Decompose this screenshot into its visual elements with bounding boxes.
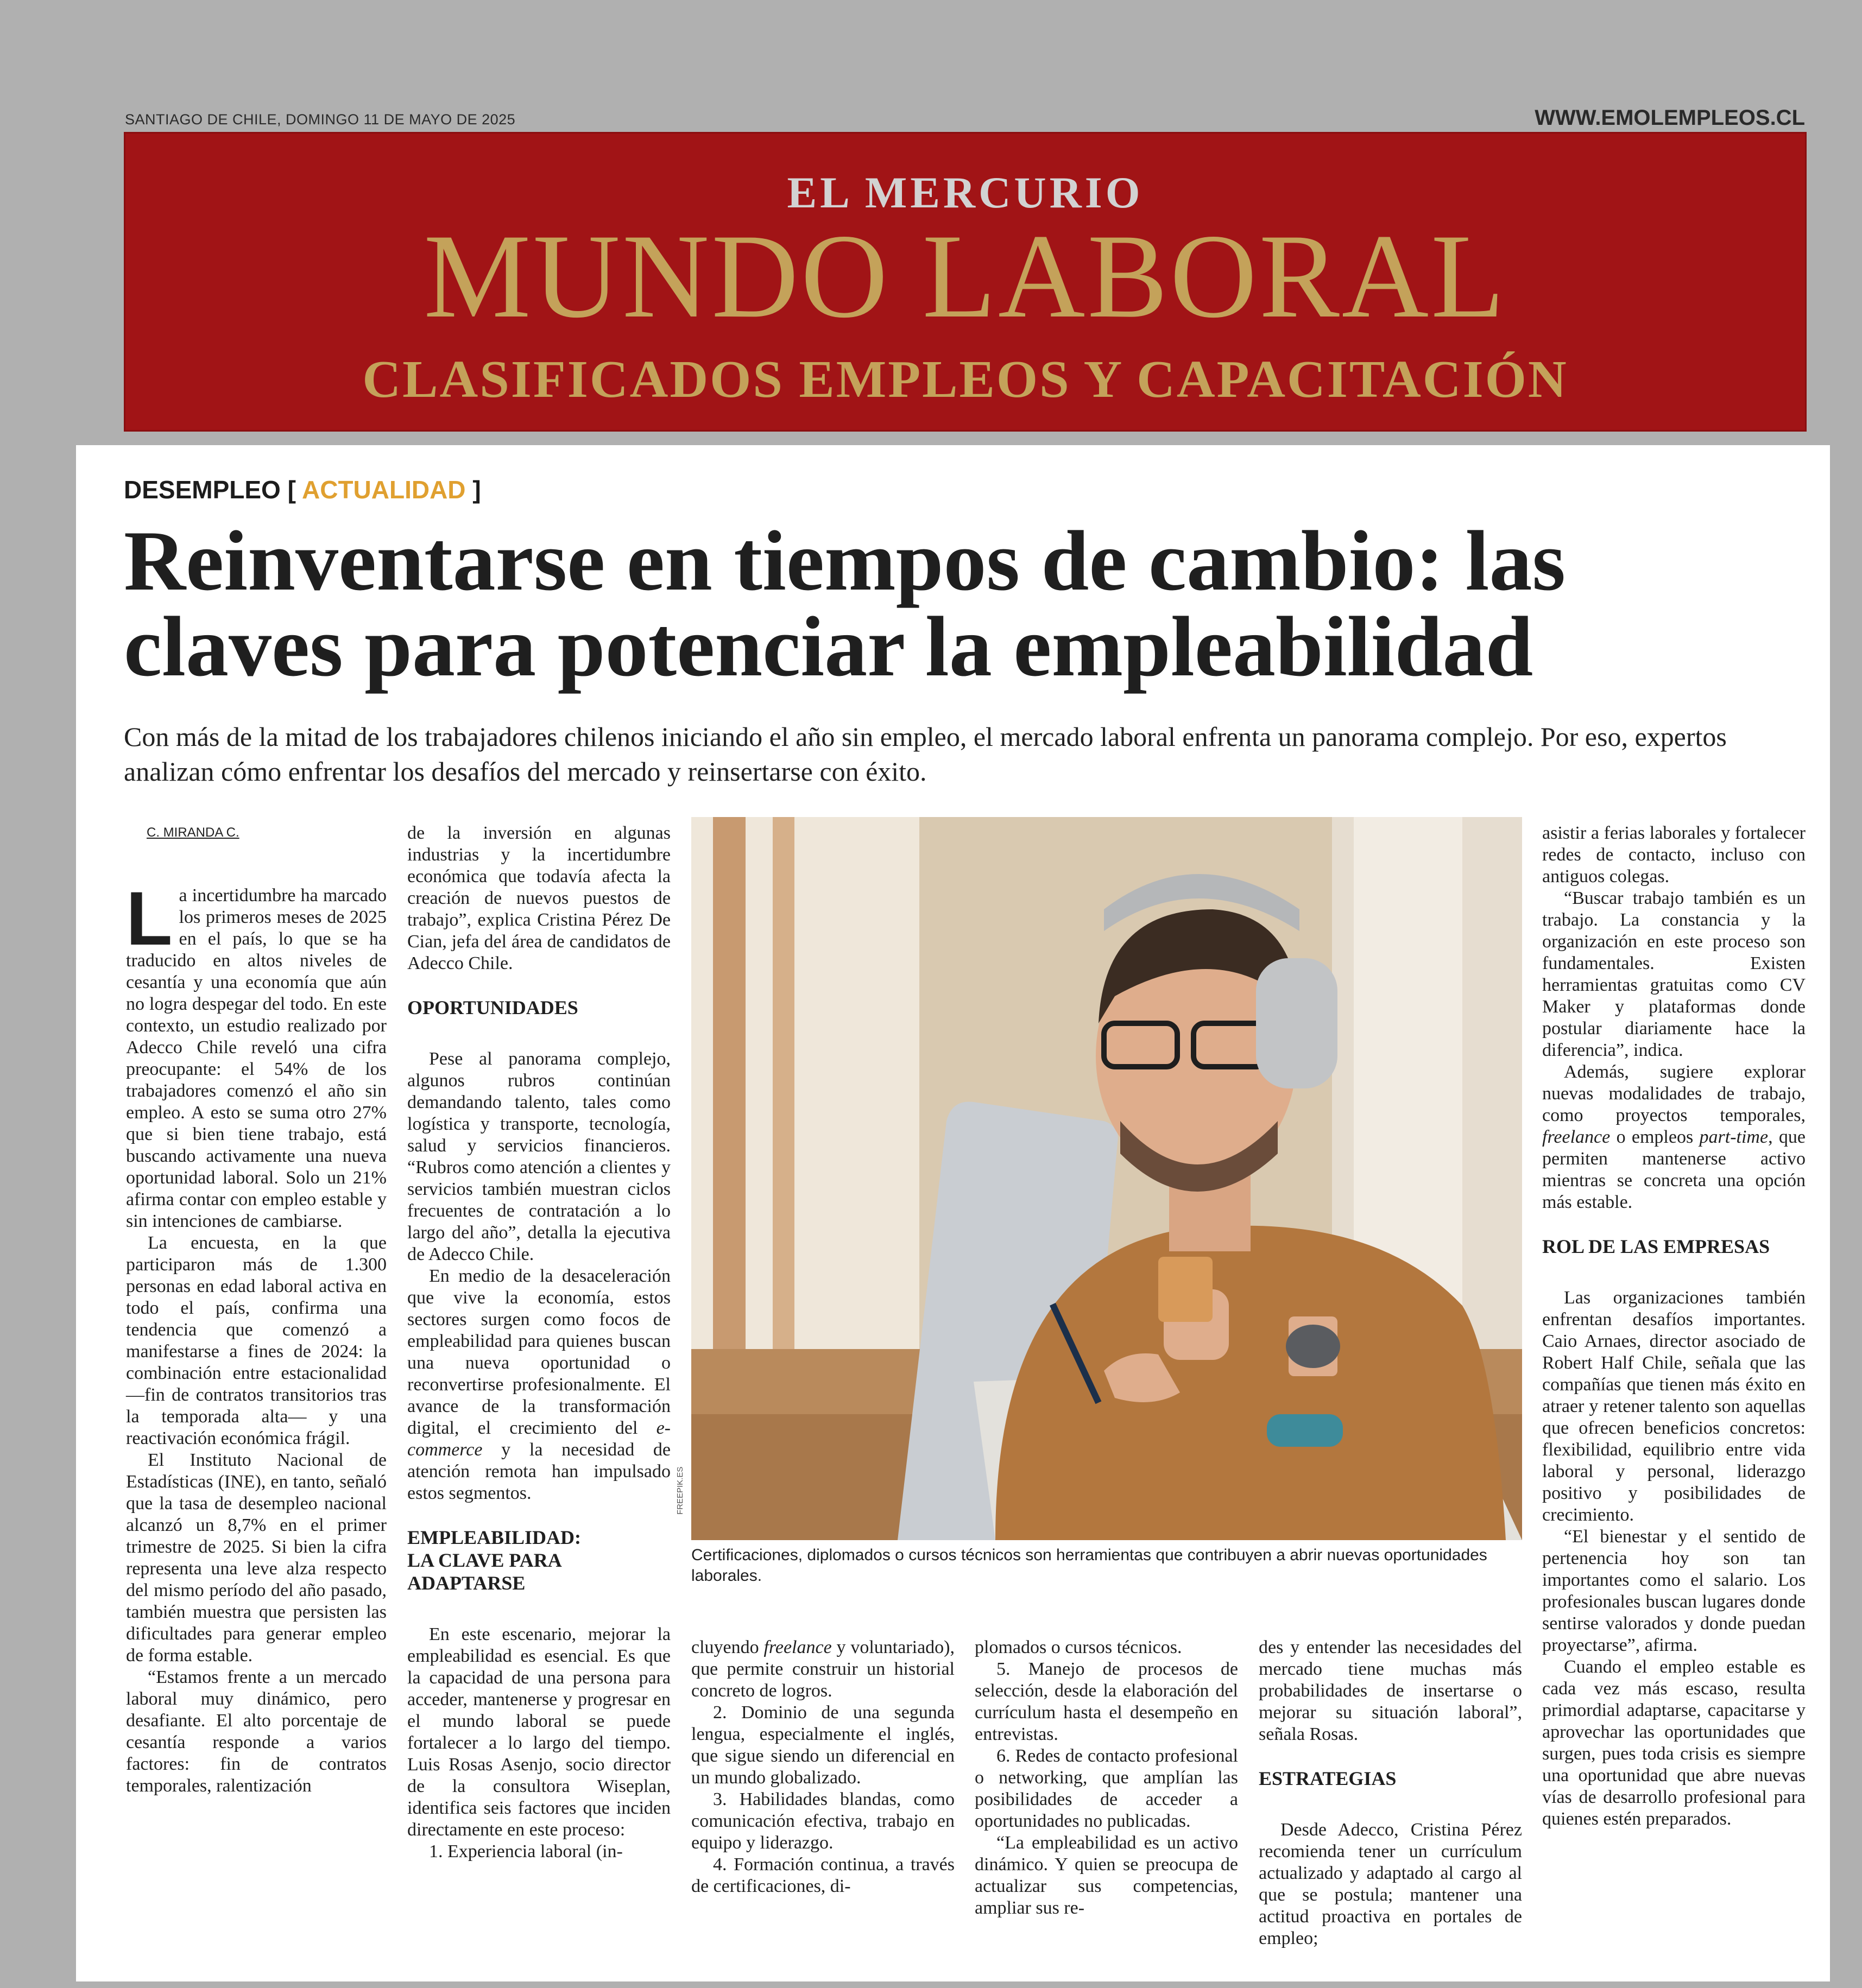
photo-caption: Certificaciones, diplomados o cursos técnicos son herramientas que contribuyen a abrir nuevas oportunidades laborales. bbox=[691, 1546, 1487, 1585]
paragraph: des y entender las necesidades del mercado tiene muchas más probabilidades de insertarse o mejorar su situación laboral”, señala Rosas. bbox=[1259, 1637, 1522, 1744]
article-photo bbox=[691, 817, 1522, 1540]
subhead-line: EMPLEABILIDAD: bbox=[407, 1527, 582, 1548]
article-headline: Reinventarse en tiempos de cambio: las claves para potenciar la empleabilidad bbox=[124, 514, 1566, 694]
paragraph: Cuando el empleo estable es cada vez más escaso, resulta primordial adaptarse, capacitarse y aprovechar las oportunidades que surgen, pues toda crisis es siempre una oportunidad que abre nuevas vías de desarrollo profesional para quienes estén preparados. bbox=[1542, 1657, 1806, 1829]
paragraph: 4. Formación continua, a través de certificaciones, di- bbox=[691, 1854, 955, 1896]
article-dek: Con más de la mitad de los trabajadores chilenos iniciando el año sin empleo, el mercado laboral enfrenta un panorama complejo. Por eso, expertos analizan cómo enfrentar los desafíos del mercado y reinsertarse con éxito. bbox=[124, 721, 1727, 787]
masthead-subtitle: CLASIFICADOS EMPLEOS Y CAPACITACIÓN bbox=[362, 350, 1568, 409]
paragraph: Desde Adecco, Cristina Pérez recomienda tener un currículum actualizado y adaptado al cargo al que se postula; mantener una actitud proactiva en portales de empleo; bbox=[1259, 1820, 1522, 1948]
paragraph bbox=[407, 1265, 671, 1504]
subhead-estrategias: ESTRATEGIAS bbox=[1259, 1768, 1397, 1789]
paragraph-text: cluyendo bbox=[691, 1637, 764, 1657]
paragraph: 3. Habilidades blandas, como comunicación efectiva, trabajo en equipo y liderazgo. bbox=[691, 1789, 955, 1853]
paragraph-text: Además, sugiere explorar nuevas modalidades de trabajo, como proyectos temporales, bbox=[1542, 1062, 1806, 1125]
website-link[interactable]: WWW.EMOLEMPLEOS.CL bbox=[1535, 106, 1805, 130]
paragraph bbox=[691, 1637, 955, 1702]
text-column-6 bbox=[1542, 822, 1806, 1830]
bracket-open: [ bbox=[287, 476, 296, 504]
paragraph: “Estamos frente a un mercado laboral muy dinámico, pero desafiante. El alto porcentaje de cesantía responde a varios factores: fin de contratos temporales, ralentización bbox=[126, 1667, 387, 1796]
section-label bbox=[124, 475, 481, 504]
paragraph: La encuesta, en la que participaron más de 1.300 personas en edad laboral activa en todo el país, confirma una tendencia que comenzó a manifestarse a fines de 2024: la combinación entre estacionalidad —fin de contratos transitorios tras la temporada alta— y una reactivación económica frágil. bbox=[126, 1233, 387, 1448]
text-column-2 bbox=[407, 822, 671, 1863]
text-column-4 bbox=[975, 1637, 1238, 1919]
text-column-5 bbox=[1259, 1637, 1522, 1949]
paragraph-text: y voluntariado), que permite construir un historial concreto de logros. bbox=[691, 1637, 955, 1701]
subhead-line: LA CLAVE PARA bbox=[407, 1549, 562, 1571]
bracket-close: ] bbox=[472, 476, 481, 504]
paragraph: plomados o cursos técnicos. bbox=[975, 1637, 1182, 1657]
masthead-title: MUNDO LABORAL bbox=[424, 210, 1507, 343]
paragraph: de la inversión en algunas industrias y la incertidumbre económica que todavía afecta la creación de nuevos puestos de trabajo”, explica Cristina Pérez De Cian, jefa del área de candidatos de Adecco Chile. bbox=[407, 823, 671, 973]
paragraph: 6. Redes de contacto profesional o networking, que amplían las posibilidades de acceder a oportunidades no publicadas. bbox=[975, 1746, 1238, 1831]
paragraph-text: y la necesidad de atención remota han impulsado estos segmentos. bbox=[407, 1440, 671, 1503]
paragraph: “La empleabilidad es un activo dinámico. Y quien se preocupa de actualizar sus competencias, ampliar sus re- bbox=[975, 1833, 1238, 1918]
section-tag: ACTUALIDAD bbox=[302, 476, 466, 504]
paragraph: El Instituto Nacional de Estadísticas (INE), en tanto, señaló que la tasa de desempleo nacional alcanzó un 8,7% en el primer trimestre de 2025. Si bien la cifra representa una leve alza respecto del mismo período del año pasado, también muestra que persisten las dificultades para generar empleo de forma estable. bbox=[126, 1450, 387, 1666]
paragraph: asistir a ferias laborales y fortalecer redes de contacto, incluso con antiguos colegas. bbox=[1542, 823, 1806, 887]
photo-credit: FREEPIK.ES bbox=[676, 1466, 685, 1515]
masthead bbox=[124, 132, 1807, 432]
paragraph: Pese al panorama complejo, algunos rubros continúan demandando talento, tales como logística y transporte, tecnología, salud y servicios financieros. “Rubros como atención a clientes y servicios también muestran ciclos frecuentes de contratación a lo largo del año”, detalla la ejecutiva de Adecco Chile. bbox=[407, 1049, 671, 1264]
text-column-1 bbox=[126, 876, 387, 1797]
subhead-empleabilidad bbox=[407, 1526, 671, 1594]
paragraph-text: En medio de la desaceleración que vive la economía, estos sectores surgen como focos de empleabilidad para quienes buscan una nueva oportunidad o reconvertirse profesionalmente. El avance de la transformación digital, el crecimiento del bbox=[407, 1266, 671, 1438]
drop-cap: L bbox=[126, 876, 173, 961]
paragraph-text: a incertidumbre ha marcado los primeros meses de 2025 en el país, lo que se ha traducido en altos niveles de cesantía y una economía que aún no logra despegar del todo. En este contexto, un estudio realizado por Adecco Chile reveló una cifra preocupante: el 54% de los trabajadores comenzó el año sin empleo. A esto se suma otro 27% que si bien tiene trabajo, está buscando activamente una nueva oportunidad laboral. Solo un 21% afirma contar con empleo estable y sin intenciones de cambiarse. bbox=[126, 885, 387, 1231]
paragraph: Las organizaciones también enfrentan desafíos importantes. Caio Arnaes, director asociado de Robert Half Chile, señala que las compañías que tienen más éxito en atraer y retener talento son aquellas que ofrecen beneficios concretos: flexibilidad, equilibrio entre vida laboral y personal, liderazgo positivo y posibilidades de crecimiento. bbox=[1542, 1288, 1806, 1525]
paragraph bbox=[126, 876, 387, 1232]
masthead-publisher: EL MERCURIO bbox=[787, 168, 1144, 217]
text-column-3 bbox=[691, 1637, 955, 1897]
subhead-oportunidades: OPORTUNIDADES bbox=[407, 997, 578, 1018]
emphasis: e-commerce bbox=[407, 1418, 671, 1460]
emphasis: freelance bbox=[1542, 1127, 1611, 1147]
emphasis: part-time bbox=[1699, 1127, 1769, 1147]
paragraph-text: o empleos bbox=[1610, 1127, 1700, 1147]
paragraph: 5. Manejo de procesos de selección, desde la elaboración del currículum hasta el desempeño en entrevistas. bbox=[975, 1659, 1238, 1744]
photo-illustration bbox=[691, 817, 1522, 1540]
paragraph: “El bienestar y el sentido de pertenencia hoy son tan importantes como el salario. Los profesionales buscan lugares donde sentirse valorados y donde puedan proyectarse”, afirma. bbox=[1542, 1527, 1806, 1655]
section-name: DESEMPLEO bbox=[124, 476, 281, 504]
paragraph: En este escenario, mejorar la empleabilidad es esencial. Es que la capacidad de una persona para acceder, mantenerse y progresar en el mundo laboral se puede fortalecer a lo largo del tiempo. Luis Rosas Asenjo, socio director de la consultora Wiseplan, identifica seis factores que inciden directamente en este proceso: bbox=[407, 1624, 671, 1840]
byline: C. MIRANDA C. bbox=[147, 825, 239, 840]
paragraph: 2. Dominio de una segunda lengua, especialmente el inglés, que sigue siendo un diferencial en un mundo globalizado. bbox=[691, 1702, 955, 1788]
emphasis: freelance bbox=[763, 1637, 832, 1657]
paragraph: “Buscar trabajo también es un trabajo. La constancia y la organización en este proceso son fundamentales. Existen herramientas gratuitas como CV Maker y plataformas donde postular diariamente hace la diferencia”, indica. bbox=[1542, 888, 1806, 1060]
subhead-line: ADAPTARSE bbox=[407, 1572, 526, 1594]
paragraph-text: , que permiten mantenerse activo mientras se concreta una opción más estable. bbox=[1542, 1127, 1806, 1212]
paragraph: 1. Experiencia laboral (in- bbox=[429, 1841, 623, 1862]
dateline: SANTIAGO DE CHILE, DOMINGO 11 DE MAYO DE 2025 bbox=[125, 111, 516, 128]
subhead-rol-empresas: ROL DE LAS EMPRESAS bbox=[1542, 1236, 1770, 1257]
paragraph bbox=[1542, 1061, 1806, 1213]
